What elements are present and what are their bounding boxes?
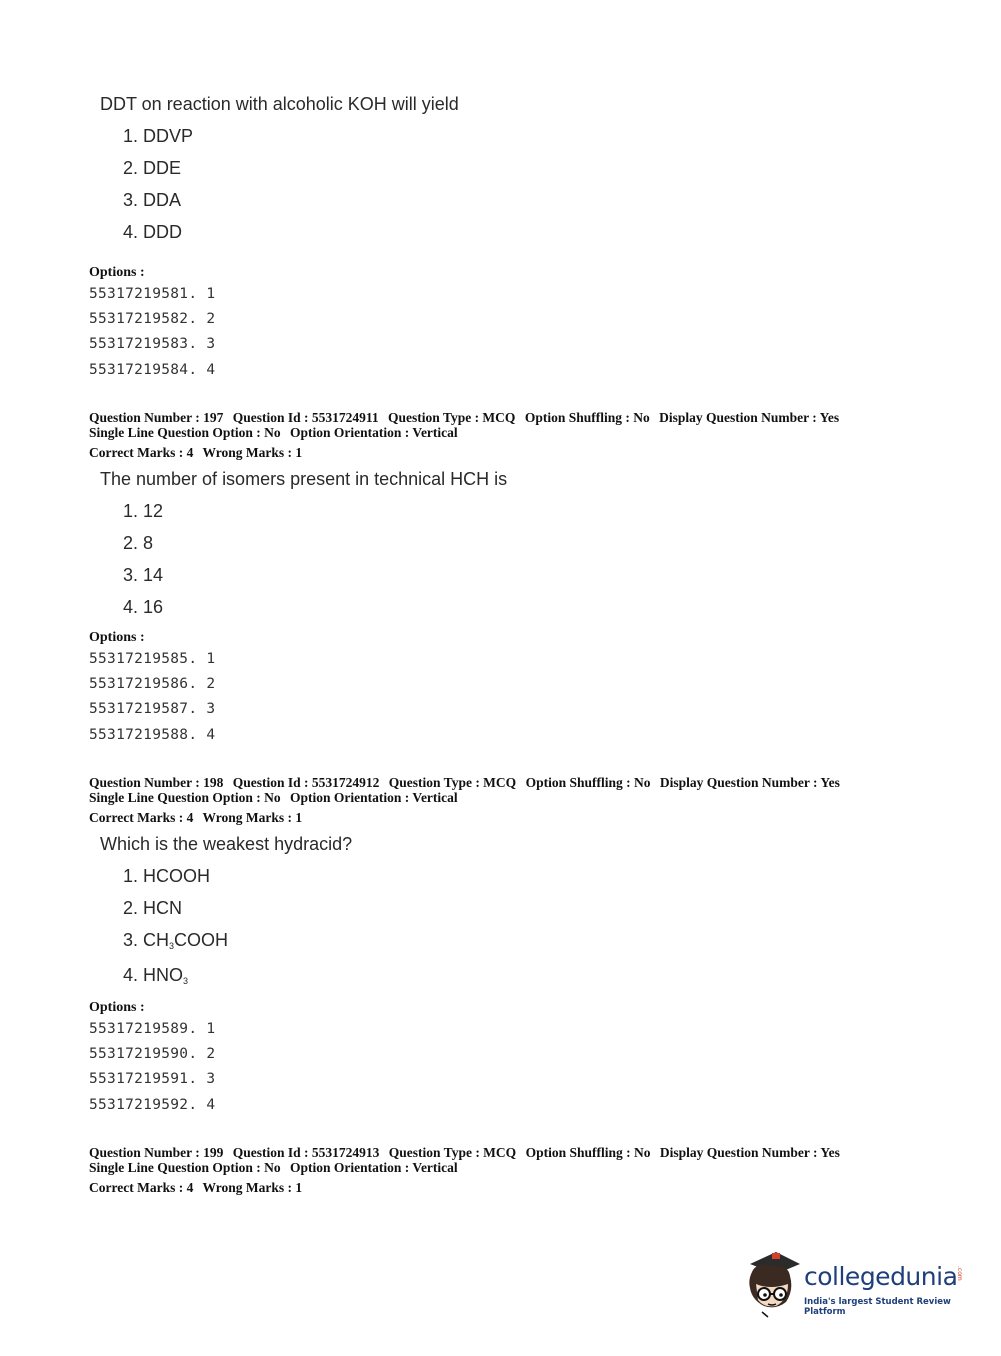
question-number: Question Number : 197 [89, 410, 224, 425]
option-id: 55317219588. 4 [89, 727, 216, 743]
option-text: COOH [174, 930, 229, 950]
logo-wordmark: collegedunia [804, 1262, 958, 1291]
subscript: 3 [169, 941, 175, 951]
answer-option: 3. 14 [123, 565, 164, 585]
question-type: Question Type : MCQ [388, 775, 517, 790]
single-line-option: Single Line Question Option : No [89, 425, 281, 440]
question-text: Which is the weakest hydracid? [100, 834, 353, 854]
option-id: 55317219589. 1 [89, 1021, 216, 1037]
option-orientation: Option Orientation : Vertical [290, 1160, 458, 1175]
display-question-number: Display Question Number : Yes [659, 775, 840, 790]
option-orientation: Option Orientation : Vertical [290, 425, 458, 440]
question-text: The number of isomers present in technical HCH is [100, 469, 508, 489]
question-meta-line-1 [89, 1145, 846, 1160]
option-orientation: Option Orientation : Vertical [290, 790, 458, 805]
answer-option [123, 965, 188, 986]
subscript: 3 [183, 976, 189, 986]
question-marks [89, 1180, 308, 1195]
option-id: 55317219583. 3 [89, 336, 216, 352]
question-id: Question Id : 5531724912 [232, 775, 380, 790]
question-type: Question Type : MCQ [388, 1145, 517, 1160]
option-id: 55317219587. 3 [89, 701, 216, 717]
question-meta-line-2 [89, 1160, 464, 1175]
question-type: Question Type : MCQ [388, 410, 516, 425]
answer-option: 3. DDA [123, 190, 182, 210]
logo-tagline: India's largest Student Review Platform [804, 1297, 951, 1317]
mascot-icon [742, 1250, 802, 1320]
options-label: Options : [89, 630, 145, 645]
question-number: Question Number : 199 [89, 1145, 224, 1160]
correct-marks: Correct Marks : 4 [89, 810, 194, 825]
options-label: Options : [89, 265, 145, 280]
option-shuffling: Option Shuffling : No [524, 410, 650, 425]
question-marks [89, 445, 308, 460]
answer-option: 2. DDE [123, 158, 182, 178]
answer-option: 1. DDVP [123, 126, 194, 146]
question-meta-line-1 [89, 775, 846, 790]
wrong-marks: Wrong Marks : 1 [202, 1180, 303, 1195]
question-id: Question Id : 5531724911 [232, 410, 379, 425]
answer-option: 2. 8 [123, 533, 154, 553]
answer-option: 1. 12 [123, 501, 164, 521]
question-id: Question Id : 5531724913 [232, 1145, 380, 1160]
option-id: 55317219582. 2 [89, 311, 216, 327]
question-meta-line-1 [89, 410, 845, 425]
option-id: 55317219586. 2 [89, 676, 216, 692]
option-id: 55317219590. 2 [89, 1046, 216, 1062]
single-line-option: Single Line Question Option : No [89, 790, 281, 805]
option-id: 55317219591. 3 [89, 1071, 216, 1087]
option-id: 55317219584. 4 [89, 362, 216, 378]
option-id: 55317219585. 1 [89, 651, 216, 667]
single-line-option: Single Line Question Option : No [89, 1160, 281, 1175]
option-id: 55317219581. 1 [89, 286, 216, 302]
display-question-number: Display Question Number : Yes [659, 410, 840, 425]
question-number: Question Number : 198 [89, 775, 224, 790]
wrong-marks: Wrong Marks : 1 [202, 445, 303, 460]
collegedunia-logo[interactable] [742, 1250, 972, 1320]
option-text: 4. HNO [123, 965, 184, 985]
answer-option: 2. HCN [123, 898, 183, 918]
question-meta-line-2 [89, 425, 464, 440]
wrong-marks: Wrong Marks : 1 [202, 810, 303, 825]
correct-marks: Correct Marks : 4 [89, 445, 194, 460]
option-text: 3. CH [123, 930, 170, 950]
question-text: DDT on reaction with alcoholic KOH will yield [100, 94, 459, 114]
logo-com: .com [956, 1266, 963, 1281]
option-id: 55317219592. 4 [89, 1097, 216, 1113]
display-question-number: Display Question Number : Yes [659, 1145, 840, 1160]
correct-marks: Correct Marks : 4 [89, 1180, 194, 1195]
answer-option [123, 930, 228, 951]
options-label: Options : [89, 1000, 145, 1015]
question-marks [89, 810, 308, 825]
question-meta-line-2 [89, 790, 464, 805]
option-shuffling: Option Shuffling : No [525, 1145, 651, 1160]
answer-option: 4. DDD [123, 222, 183, 242]
answer-option: 1. HCOOH [123, 866, 211, 886]
answer-option: 4. 16 [123, 597, 164, 617]
option-shuffling: Option Shuffling : No [525, 775, 651, 790]
